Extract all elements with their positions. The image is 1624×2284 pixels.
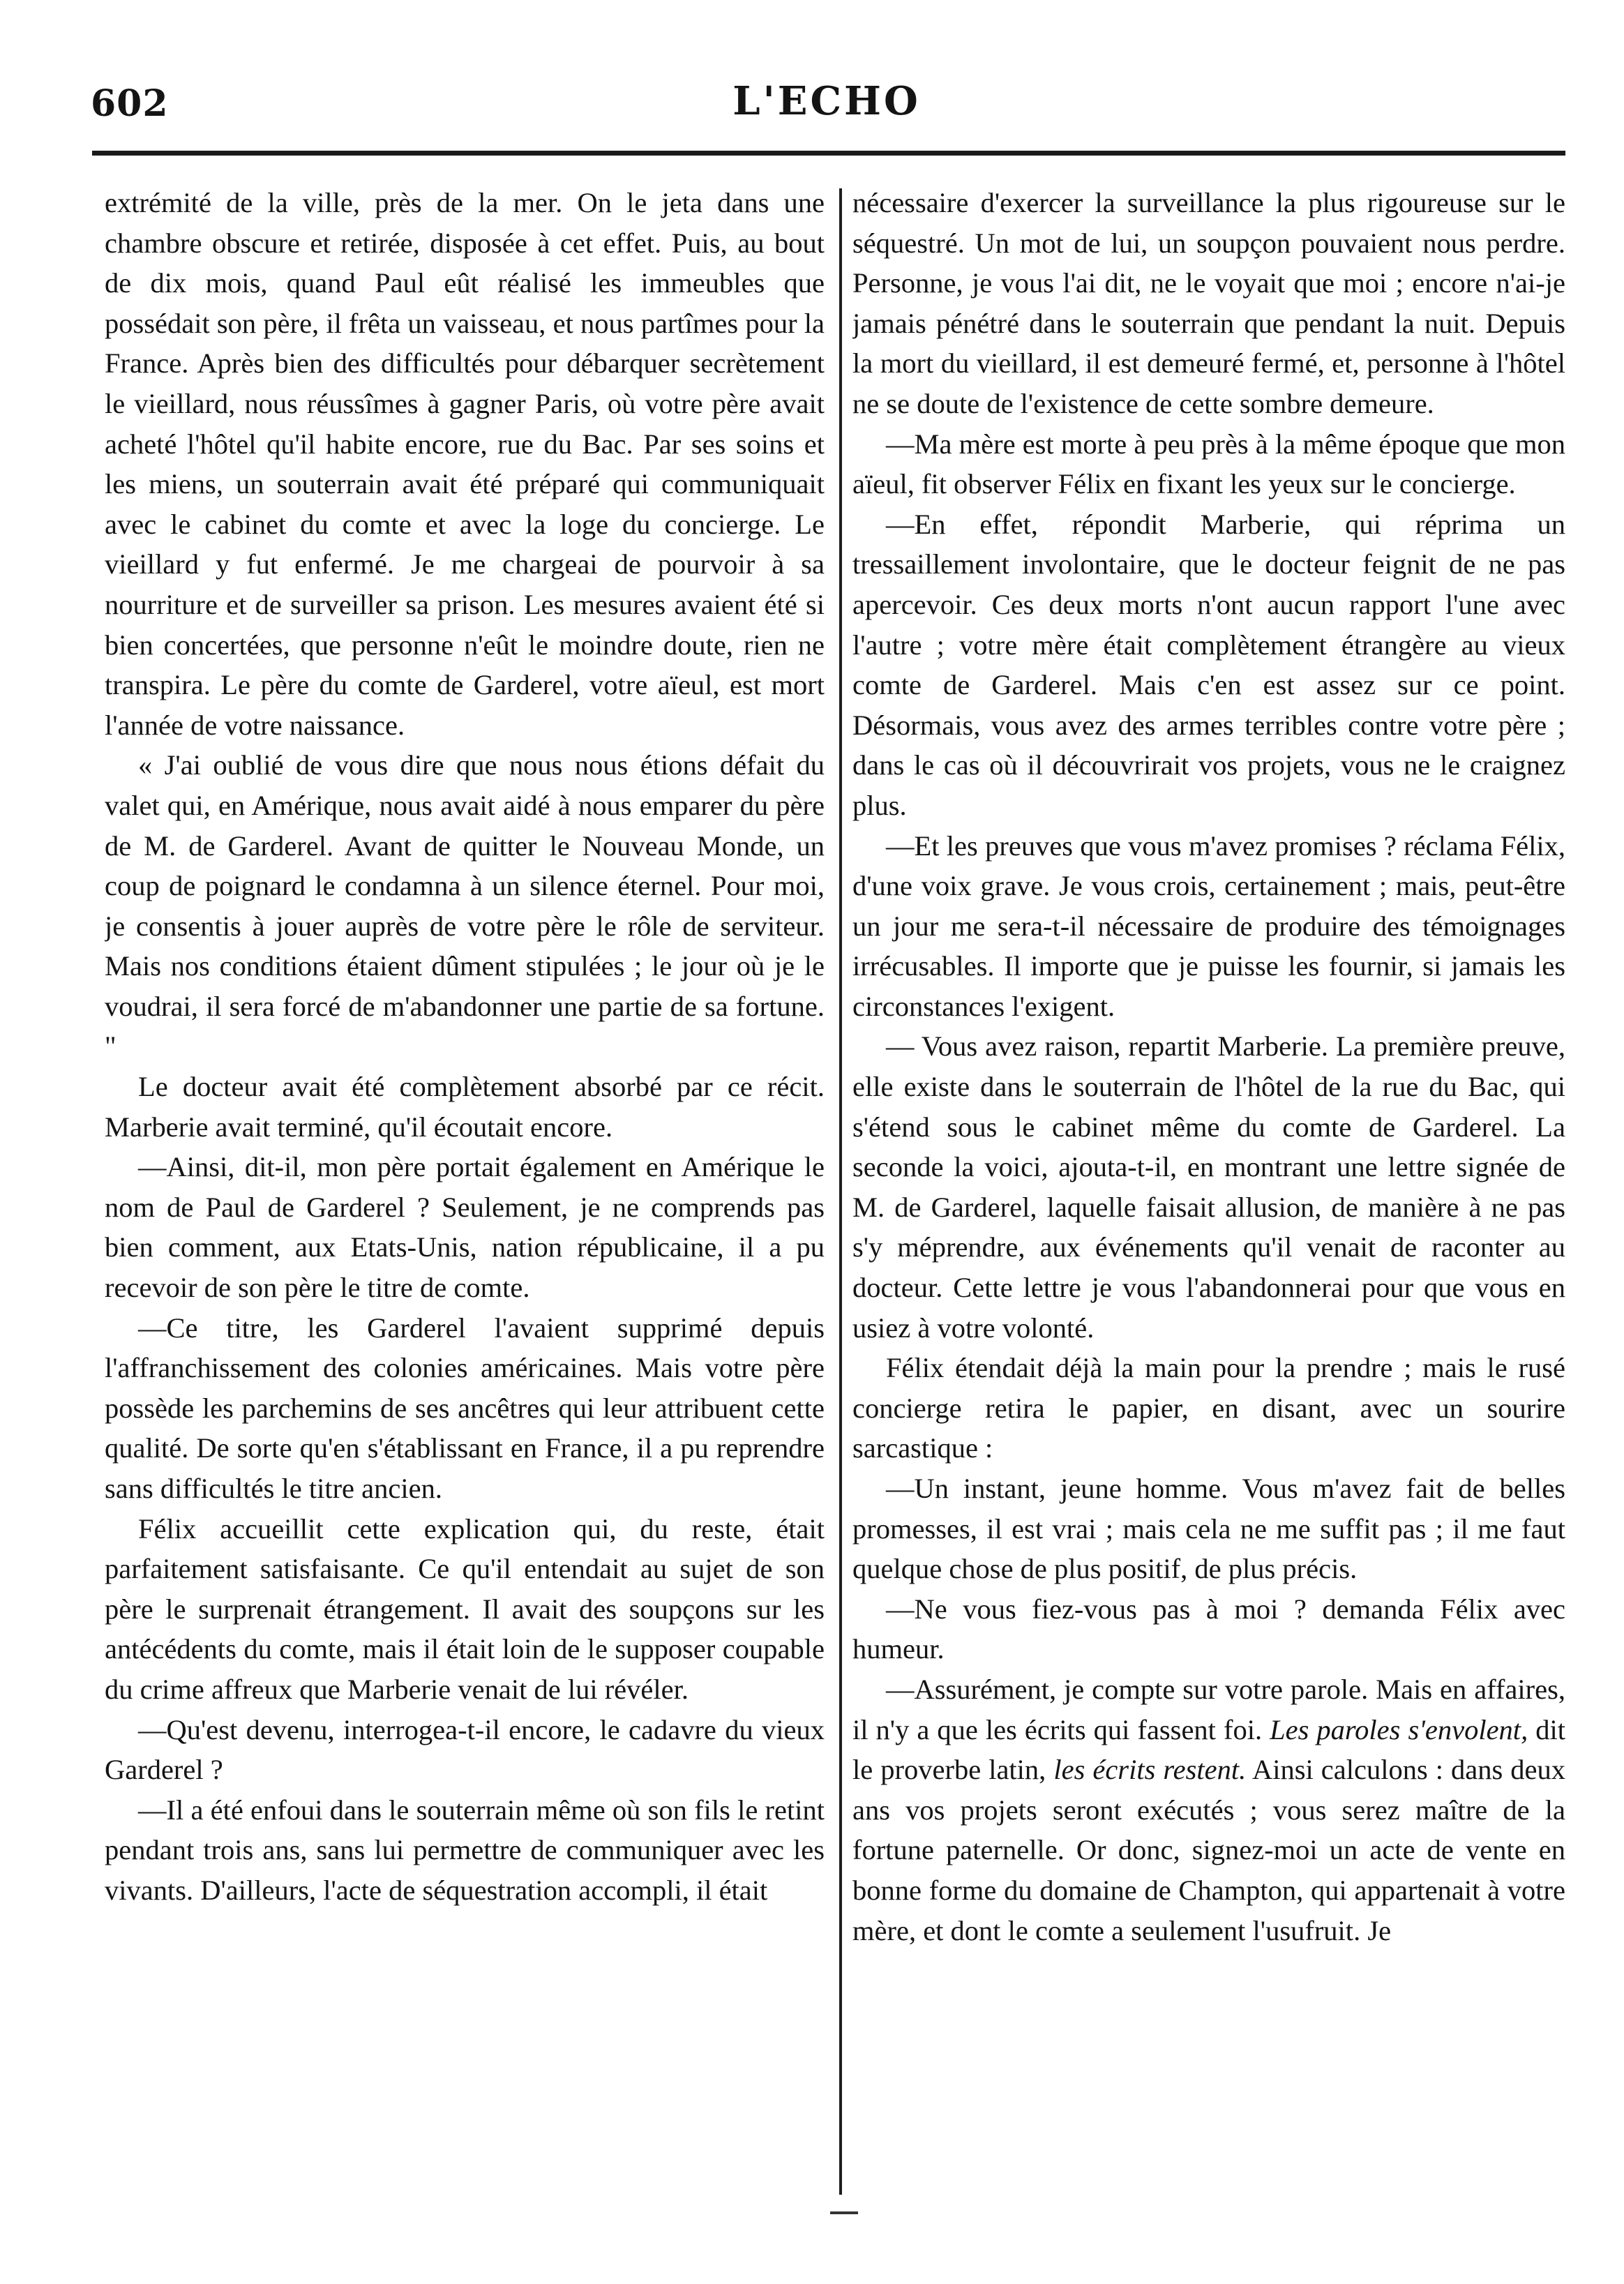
paragraph: Félix étendait déjà la main pour la prendre ; mais le rusé concierge retira le papier, en disant, avec un sourire sarcastique : <box>852 1352 1565 1464</box>
text-run: Ainsi calculons : dans deux ans vos projets seront exécutés ; vous serez maître de la fortune paternelle. Or donc, signez-moi un acte de vente en bonne forme du domaine de Champton, qui appartenait à votre mère, et dont le comte a seulement l'usufruit. Je <box>852 1754 1565 1946</box>
paragraph: —Ainsi, dit-il, mon père portait également en Amérique le nom de Paul de Garderel ? Seulement, je ne comprends pas bien comment, aux Etats-Unis, nation républicaine, il a pu recevoir de son père le titre de comte. <box>105 1151 825 1304</box>
paragraph: Le docteur avait été complètement absorbé par ce récit. Marberie avait terminé, qu'il écoutait encore. <box>105 1071 825 1143</box>
italic-quote: Les paroles s'envolent, <box>1270 1713 1528 1745</box>
right-column <box>852 183 1565 2192</box>
paragraph: nécessaire d'exercer la surveillance la plus rigoureuse sur le séquestré. Un mot de lui, un soupçon pouvaient nous perdre. Personne, je vous l'ai dit, ne le voyait que moi ; encore n'ai-je jamais pénétré dans le souterrain que pendant la nuit. Depuis la mort du vieillard, il est demeuré fermé, et, personne à l'hôtel ne se doute de l'existence de cette sombre demeure. <box>852 187 1565 419</box>
text-run: —Assurément, je compte sur votre parole. Mais en affaires, il n'y a que les écrits qui fassent foi. <box>852 1673 1565 1745</box>
paragraph: « J'ai oublié de vous dire que nous nous étions défait du valet qui, en Amérique, nous avait aidé à nous emparer du père de M. de Garderel. Avant de quitter le Nouveau Monde, un coup de poignard le condamna à un silence éternel. Pour moi, je consentis à jouer auprès de votre père le rôle de serviteur. Mais nos conditions étaient dûment stipulées ; le jour où je le voudrai, il sera forcé de m'abandonner une partie de sa fortune. " <box>105 749 825 1062</box>
paragraph <box>852 1669 1565 1951</box>
left-column <box>105 183 825 2192</box>
text-run: dit le proverbe latin, <box>852 1713 1565 1786</box>
paragraph: extrémité de la ville, près de la mer. On le jeta dans une chambre obscure et retirée, disposée à cet effet. Puis, au bout de dix mois, quand Paul eût réalisé les immeubles que possédait son père, il frêta un vaisseau, et nous partîmes pour la France. Après bien des difficultés pour débarquer secrètement le vieillard, nous réussîmes à gagner Paris, où votre père avait acheté l'hôtel qu'il habite encore, rue du Bac. Par ses soins et les miens, un souterrain avait été préparé qui communiquait avec le cabinet du comte et avec la loge du concierge. Le vieillard y fut enfermé. Je me chargeai de pourvoir à sa nourriture et de surveiller sa prison. Les mesures avaient été si bien concertées, que personne n'eût le moindre doute, rien ne transpira. Le père du comte de Garderel, votre aïeul, est mort l'année de votre naissance. <box>105 187 825 741</box>
paragraph: —Qu'est devenu, interrogea-t-il encore, le cadavre du vieux Garderel ? <box>105 1713 825 1786</box>
header-rule <box>92 151 1565 156</box>
running-title: L'ECHO <box>732 78 921 124</box>
footer-mark <box>830 2211 858 2214</box>
column-divider <box>839 188 842 2195</box>
paragraph: —Ne vous fiez-vous pas à moi ? demanda Félix avec humeur. <box>852 1593 1565 1665</box>
paragraph: —Un instant, jeune homme. Vous m'avez fait de belles promesses, il est vrai ; mais cela ne me suffit pas ; il me faut quelque chose de plus positif, de plus précis. <box>852 1473 1565 1585</box>
paragraph: —Il a été enfoui dans le souterrain même où son fils le retint pendant trois ans, sans lui permettre de communiquer avec les vivants. D'ailleurs, l'acte de séquestration accompli, il était <box>105 1794 825 1906</box>
italic-quote: les écrits restent. <box>1053 1754 1247 1786</box>
paragraph: — Vous avez raison, repartit Marberie. La première preuve, elle existe dans le souterrain de l'hôtel de la rue du Bac, qui s'étend sous le cabinet même du comte de Garderel. La seconde la voici, ajouta-t-il, en montrant une lettre signée de M. de Garderel, laquelle faisait allusion, de manière à ne pas s'y méprendre, aux événements qu'il venait de raconter au docteur. Cette lettre je vous l'abandonnerai pour que vous en usiez à votre volonté. <box>852 1030 1565 1344</box>
paragraph: —Ce titre, les Garderel l'avaient supprimé depuis l'affranchissement des colonies américaines. Mais votre père possède les parchemins de ses ancêtres qui leur attribuent cette qualité. De sorte qu'en s'établissant en France, il a pu reprendre sans difficultés le titre ancien. <box>105 1312 825 1504</box>
paragraph: Félix accueillit cette explication qui, du reste, était parfaitement satisfaisante. Ce qu'il entendait au sujet de son père le surprenait étrangement. Il avait des soupçons sur les antécédents du comte, mais il était loin de le supposer coupable du crime affreux que Marberie venait de lui révéler. <box>105 1512 825 1705</box>
page-header <box>84 70 1570 126</box>
page-number: 602 <box>91 82 169 125</box>
paragraph: —Et les preuves que vous m'avez promises ? réclama Félix, d'une voix grave. Je vous crois, certainement ; mais, peut-être un jour me sera-t-il nécessaire de produire des témoignages irrécusables. Il importe que je puisse les fournir, si jamais les circonstances l'exigent. <box>852 829 1565 1022</box>
paragraph: —Ma mère est morte à peu près à la même époque que mon aïeul, fit observer Félix en fixant les yeux sur le concierge. <box>852 428 1565 500</box>
paragraph: —En effet, répondit Marberie, qui réprima un tressaillement involontaire, que le docteur feignit de ne pas apercevoir. Ces deux morts n'ont aucun rapport l'une avec l'autre ; votre mère était complètement étrangère au vieux comte de Garderel. Mais c'en est assez sur ce point. Désormais, vous avez des armes terribles contre votre père ; dans le cas où il découvrirait vos projets, vous ne le craignez plus. <box>852 508 1565 821</box>
